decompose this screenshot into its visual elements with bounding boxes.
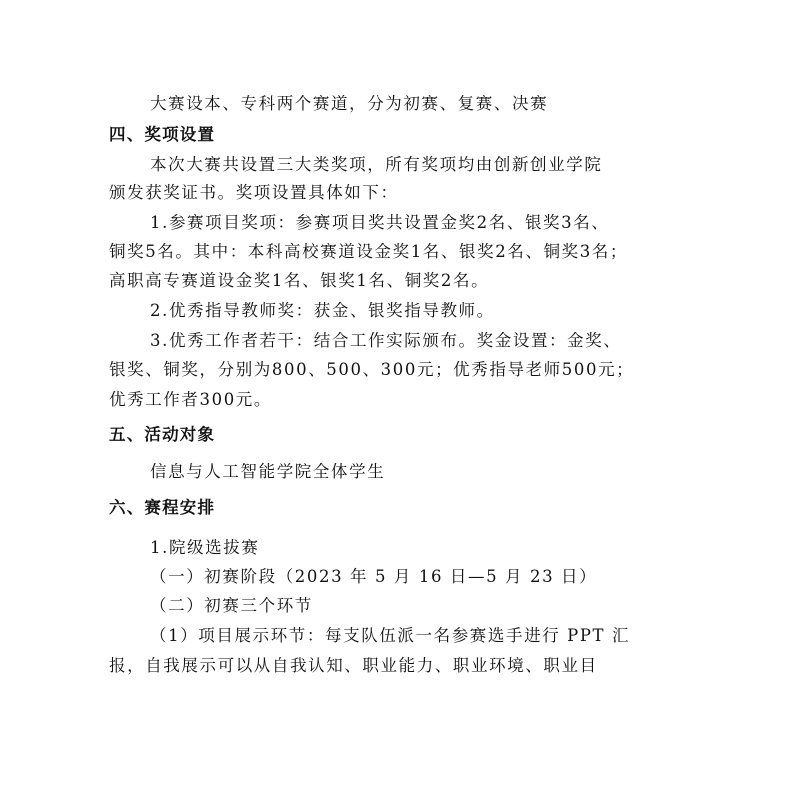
body-paragraph-line: 高职高专赛道设金奖1名、银奖1名、铜奖2名。 — [109, 271, 490, 290]
body-paragraph-line: 1.参赛项目奖项：参赛项目奖共设置金奖2名、银奖3名、 — [150, 213, 610, 232]
section-heading-awards: 四、奖项设置 — [109, 125, 216, 144]
section-heading-schedule: 六、赛程安排 — [109, 498, 216, 517]
body-paragraph-line: 3.优秀工作者若干：结合工作实际颁布。奖金设置：金奖、 — [150, 331, 622, 350]
body-paragraph-line: （1）项目展示环节：每支队伍派一名参赛选手进行 PPT 汇 — [150, 626, 631, 645]
section-heading-participants: 五、活动对象 — [109, 425, 216, 444]
body-paragraph-line: 1.院级选拔赛 — [150, 538, 260, 557]
body-paragraph-line: 信息与人工智能学院全体学生 — [150, 462, 386, 481]
body-paragraph-line: 优秀工作者300元。 — [109, 390, 272, 409]
body-paragraph-line: （二）初赛三个环节 — [150, 596, 313, 615]
body-paragraph-line: （一）初赛阶段（2023 年 5 月 16 日—5 月 23 日） — [150, 567, 598, 586]
body-paragraph-line: 2.优秀指导教师奖：获金、银奖指导教师。 — [150, 301, 495, 320]
body-paragraph-line: 报，自我展示可以从自我认知、职业能力、职业环境、职业目 — [109, 656, 598, 675]
body-paragraph-line: 颁发获奖证书。奖项设置具体如下： — [109, 183, 399, 202]
body-paragraph-line: 银奖、铜奖，分别为800、500、300元；优秀指导老师500元； — [109, 360, 635, 379]
body-paragraph-line: 大赛设本、专科两个赛道，分为初赛、复赛、决赛 — [150, 94, 549, 113]
body-paragraph-line: 铜奖5名。其中：本科高校赛道设金奖1名、银奖2名、铜奖3名； — [109, 242, 628, 261]
body-paragraph-line: 本次大赛共设置三大类奖项，所有奖项均由创新创业学院 — [150, 155, 603, 174]
